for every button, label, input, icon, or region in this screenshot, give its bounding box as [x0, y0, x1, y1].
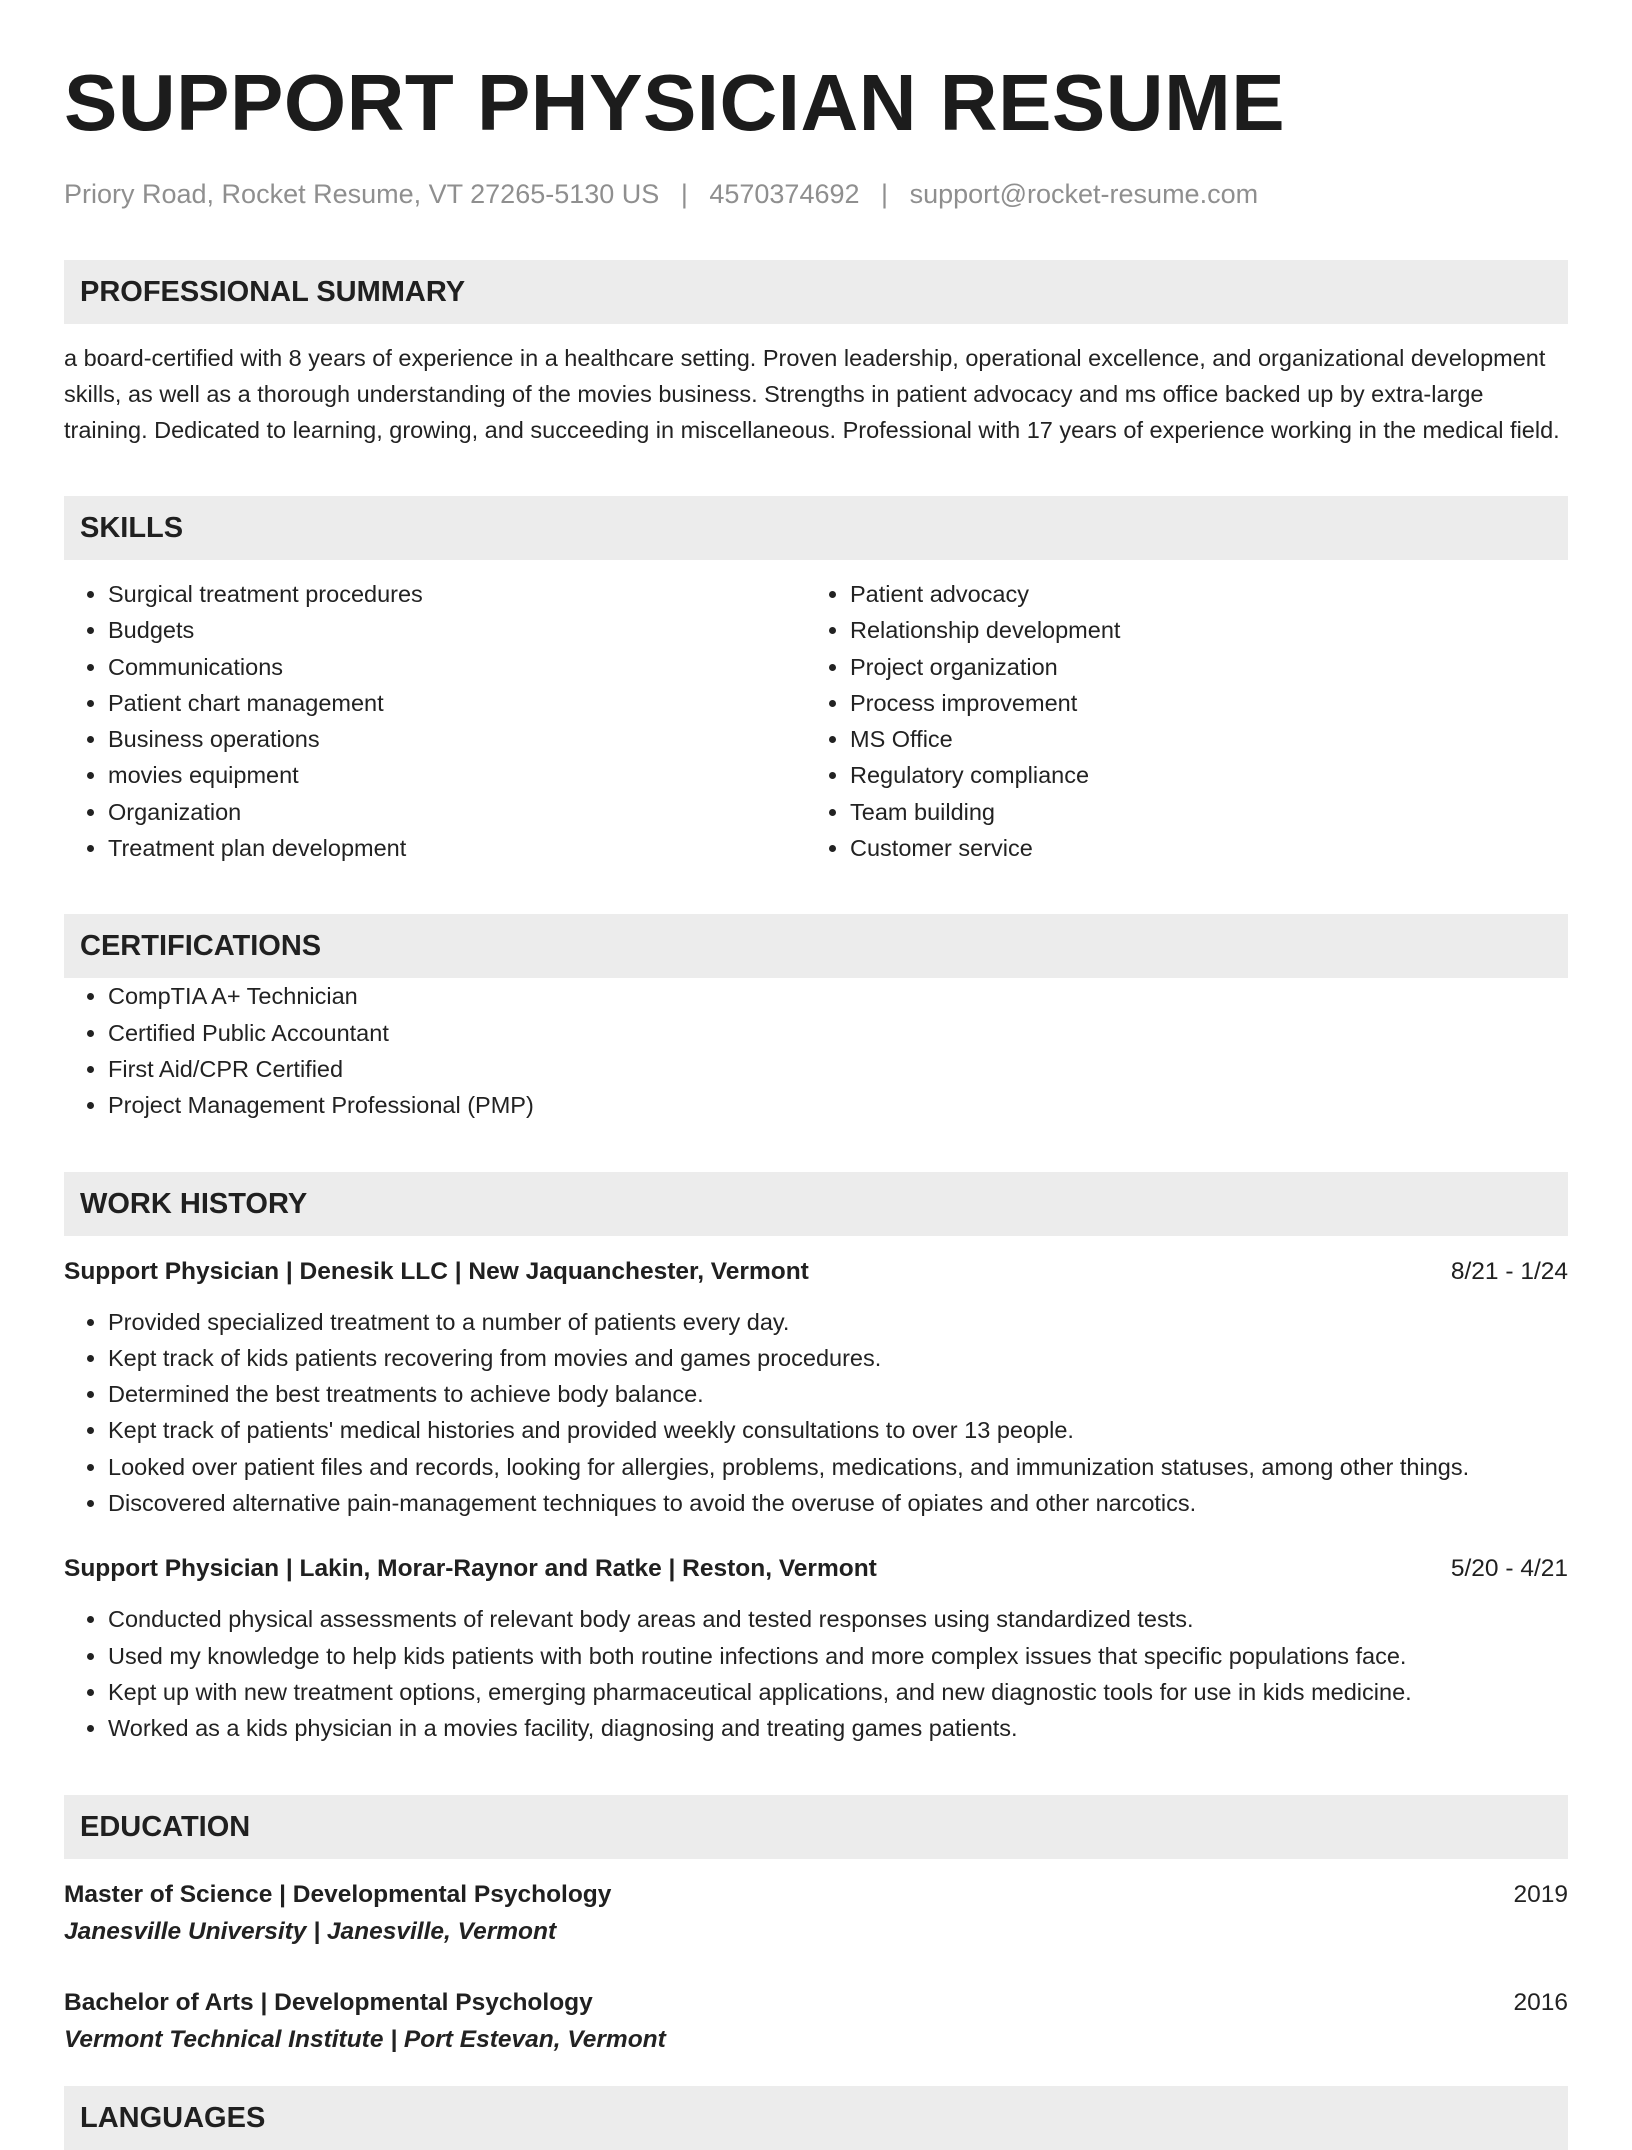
skill-item: • Business operations	[108, 721, 806, 757]
skill-item: • Regulatory compliance	[850, 757, 1548, 793]
job-bullet: • Worked as a kids physician in a movies facility, diagnosing and treating games patients.	[108, 1710, 1568, 1746]
job-bullet: • Conducted physical assessments of relevant body areas and tested responses using standardized tests.	[108, 1601, 1568, 1637]
resume-page	[64, 58, 1568, 2059]
skill-item: • Organization	[108, 794, 806, 830]
certification-item: • CompTIA A+ Technician	[108, 978, 1568, 1014]
skill-item: • Communications	[108, 649, 806, 685]
job-bullet: • Used my knowledge to help kids patients with both routine infections and more complex issues that specific populations face.	[108, 1638, 1568, 1674]
summary-heading: PROFESSIONAL SUMMARY	[64, 260, 1568, 324]
job-entry	[64, 1551, 1568, 1746]
job-entry	[64, 1254, 1568, 1522]
job-bullet: • Kept up with new treatment options, emerging pharmaceutical applications, and new diagnostic tools for use in kids medicine.	[108, 1674, 1568, 1710]
certifications-list	[64, 978, 1568, 1123]
skill-item: • Surgical treatment procedures	[108, 576, 806, 612]
skill-item: • MS Office	[850, 721, 1548, 757]
skill-item: • Patient chart management	[108, 685, 806, 721]
skills-heading: SKILLS	[64, 496, 1568, 560]
job-header	[64, 1254, 1568, 1290]
job-header	[64, 1551, 1568, 1587]
certification-item: • First Aid/CPR Certified	[108, 1051, 1568, 1087]
job-title: Support Physician | Denesik LLC | New Jaquanchester, Vermont	[64, 1257, 809, 1285]
work-history-heading: WORK HISTORY	[64, 1172, 1568, 1236]
contact-email: support@rocket-resume.com	[909, 179, 1259, 209]
skill-item: • Process improvement	[850, 685, 1548, 721]
contact-line	[64, 176, 1568, 212]
education-degree: Master of Science | Developmental Psychology	[64, 1880, 612, 1908]
skill-item: • movies equipment	[108, 757, 806, 793]
skill-item: • Project organization	[850, 649, 1548, 685]
job-bullet: • Kept track of patients' medical histories and provided weekly consultations to over 13 people.	[108, 1412, 1568, 1448]
job-bullet: • Kept track of kids patients recovering from movies and games procedures.	[108, 1340, 1568, 1376]
skill-item: • Relationship development	[850, 612, 1548, 648]
contact-separator: |	[680, 179, 688, 209]
contact-separator: |	[881, 179, 889, 209]
job-bullet: • Provided specialized treatment to a number of patients every day.	[108, 1304, 1568, 1340]
education-school: Janesville University | Janesville, Vermont	[64, 1917, 557, 1945]
resume-title: SUPPORT PHYSICIAN RESUME	[64, 58, 1286, 147]
job-bullets	[64, 1601, 1568, 1746]
education-degree: Bachelor of Arts | Developmental Psychology	[64, 1988, 593, 2016]
skill-item: • Patient advocacy	[850, 576, 1548, 612]
skill-item: • Budgets	[108, 612, 806, 648]
job-dates: 8/21 - 1/24	[1450, 1257, 1568, 1285]
certification-item: • Project Management Professional (PMP)	[108, 1087, 1568, 1123]
contact-phone: 4570374692	[709, 179, 860, 209]
job-title: Support Physician | Lakin, Morar-Raynor and Ratke | Reston, Vermont	[64, 1555, 877, 1583]
education-heading: EDUCATION	[64, 1795, 1568, 1859]
job-bullet: • Determined the best treatments to achieve body balance.	[108, 1376, 1568, 1412]
summary-text: a board-certified with 8 years of experience in a healthcare setting. Proven leadership, operational excellence, and organizational development skills, as well as a thorough understanding of the movies business. Strengths in patient advocacy and ms office backed up by extra-large training. Dedicated to learning, growing, and succeeding in miscellaneous. Professional with 17 years of experience working in the medical field.	[64, 345, 1560, 443]
certification-item: • Certified Public Accountant	[108, 1015, 1568, 1051]
job-bullets	[64, 1304, 1568, 1522]
skills-column-left	[64, 576, 806, 866]
skill-item: • Customer service	[850, 830, 1548, 866]
education-entry	[64, 1877, 1568, 1951]
skill-item: • Team building	[850, 794, 1548, 830]
education-entry	[64, 1985, 1568, 2059]
education-header	[64, 1877, 1568, 1913]
job-bullet: • Looked over patient files and records, looking for allergies, problems, medications, and immunization statuses, among other things.	[108, 1449, 1568, 1485]
job-dates: 5/20 - 4/21	[1450, 1555, 1568, 1583]
education-header	[64, 1985, 1568, 2021]
skill-item: • Treatment plan development	[108, 830, 806, 866]
languages-heading: LANGUAGES	[64, 2086, 1568, 2150]
contact-address: Priory Road, Rocket Resume, VT 27265-5130 US	[64, 179, 660, 209]
education-school: Vermont Technical Institute | Port Estevan, Vermont	[64, 2025, 666, 2053]
education-year: 2016	[1513, 1988, 1568, 2016]
skills-column-right	[806, 576, 1548, 866]
job-bullet: • Discovered alternative pain-management techniques to avoid the overuse of opiates and other narcotics.	[108, 1485, 1568, 1521]
education-year: 2019	[1513, 1880, 1568, 1908]
certifications-heading: CERTIFICATIONS	[64, 914, 1568, 978]
skills-list	[64, 576, 1568, 866]
